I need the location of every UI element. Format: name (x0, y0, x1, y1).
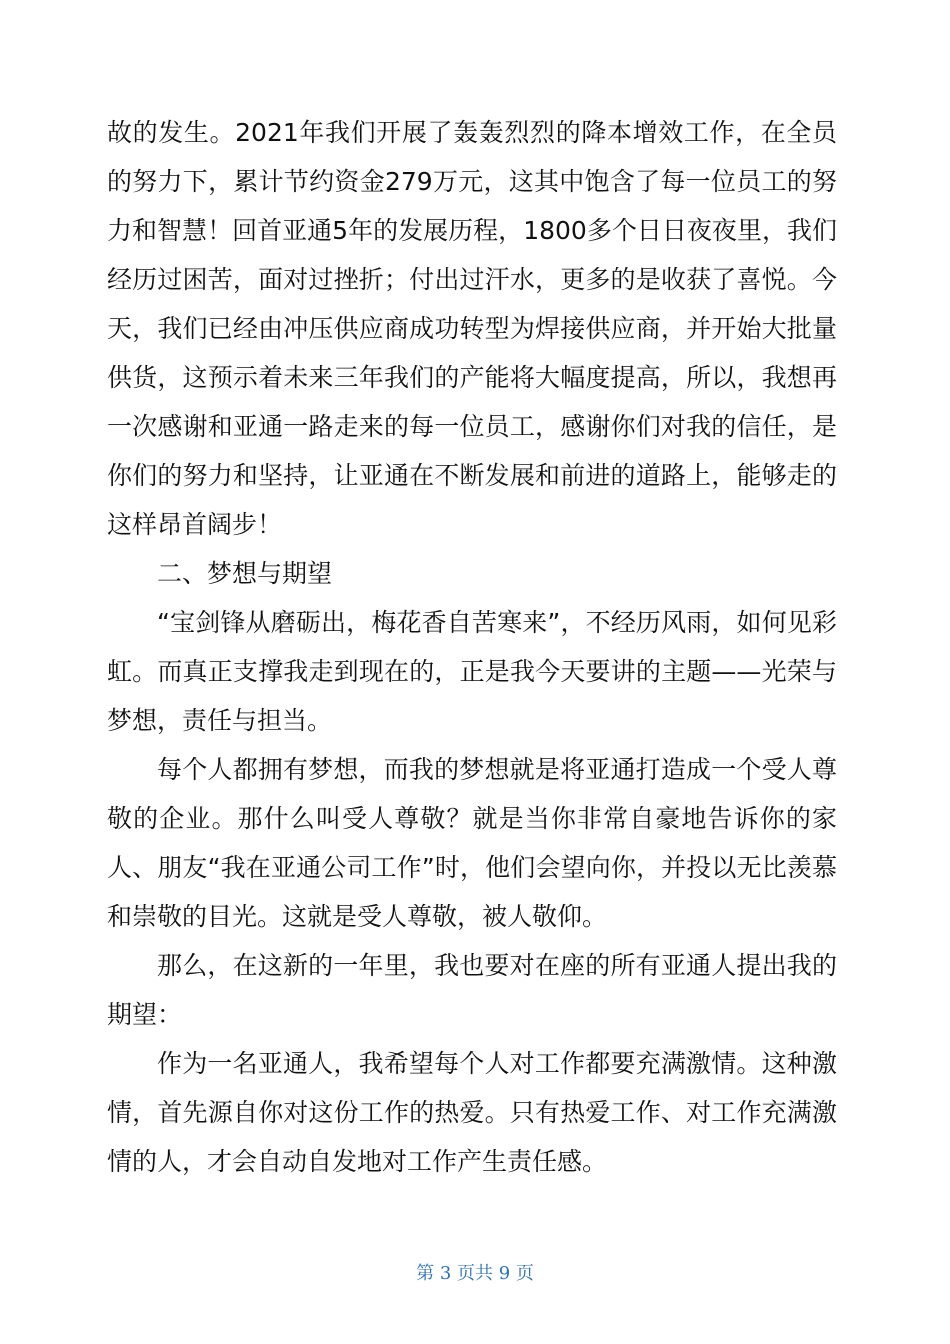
section-heading: 二、梦想与期望 (157, 559, 333, 588)
paragraph-expectation-intro: 那么，在这新的一年里，我也要对在座的所有亚通人提出我的期望： (107, 951, 837, 1029)
page-number-footer: 第 3 页共 9 页 (416, 1263, 534, 1284)
paragraph-dream: 每个人都拥有梦想，而我的梦想就是将亚通打造成一个受人尊敬的企业。那什么叫受人尊敬？就是当你非常自豪地告诉你的家人、朋友“我在亚通公司工作”时，他们会望向你，并投以无比羡慕和崇敬的目光。这就是受人尊敬，被人敬仰。 (107, 755, 837, 931)
paragraph-passion: 作为一名亚通人，我希望每个人对工作都要充满激情。这种激情，首先源自你对这份工作的热爱。只有热爱工作、对工作充满激情的人，才会自动自发地对工作产生责任感。 (107, 1049, 837, 1176)
paragraph-continuation: 故的发生。2021年我们开展了轰轰烈烈的降本增效工作，在全员的努力下，累计节约资金279万元，这其中饱含了每一位员工的努力和智慧！回首亚通5年的发展历程，1800多个日日夜夜里，我们经历过困苦，面对过挫折；付出过汗水，更多的是收获了喜悦。今天，我们已经由冲压供应商成功转型为焊接供应商，并开始大批量供货，这预示着未来三年我们的产能将大幅度提高，所以，我想再一次感谢和亚通一路走来的每一位员工，感谢你们对我的信任，是你们的努力和坚持，让亚通在不断发展和前进的道路上，能够走的这样昂首阔步！ (107, 118, 837, 539)
paragraph-quote: “宝剑锋从磨砺出，梅花香自苦寒来”，不经历风雨，如何见彩虹。而真正支撑我走到现在的，正是我今天要讲的主题——光荣与梦想，责任与担当。 (107, 608, 837, 735)
document-body (107, 108, 837, 1186)
